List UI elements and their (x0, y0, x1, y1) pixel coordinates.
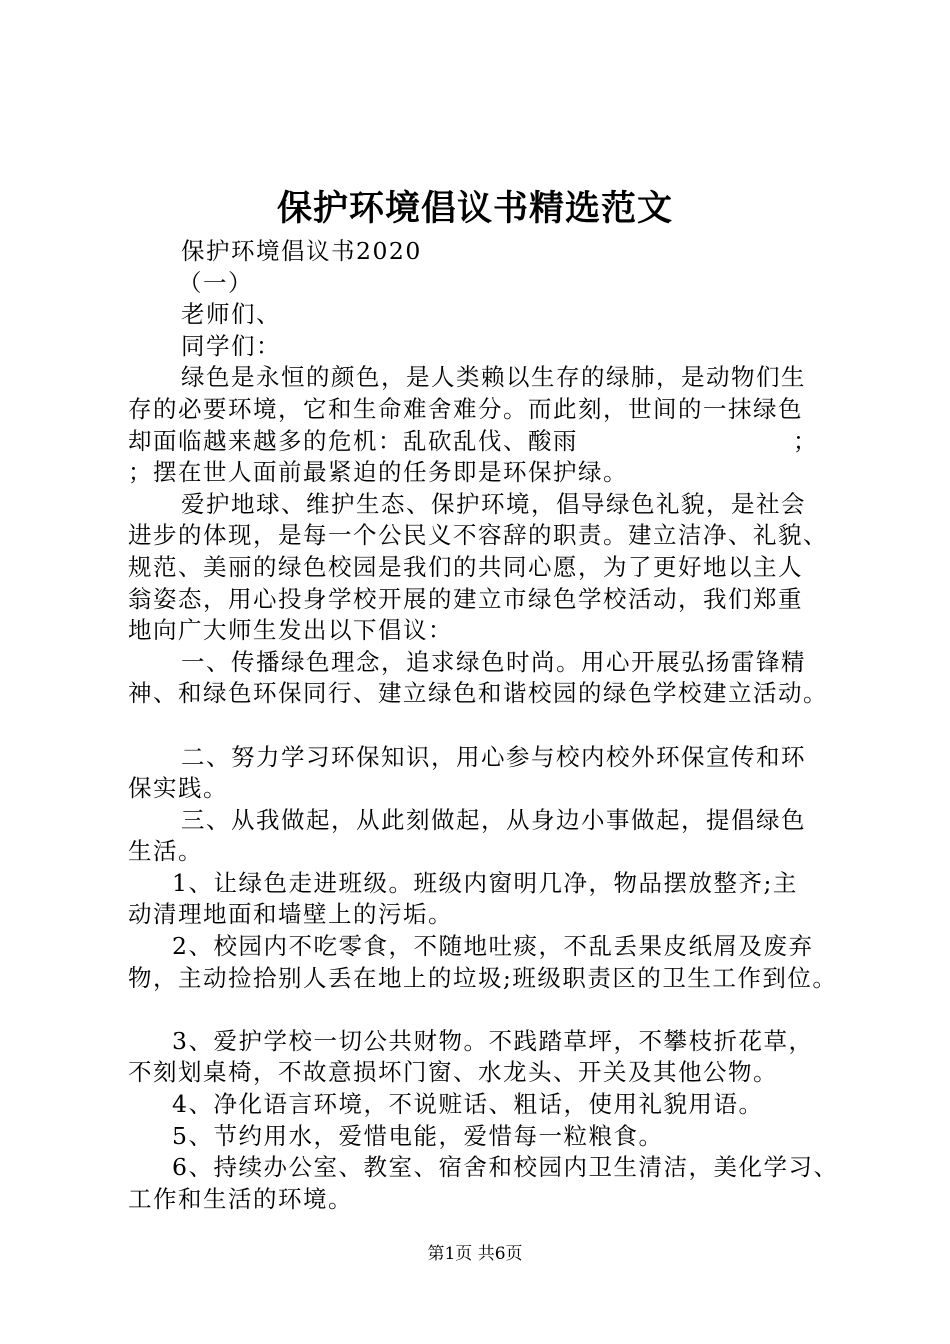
proposal-item: 三、从我做起，从此刻做起，从身边小事做起，提倡绿色 (181, 805, 806, 834)
paragraph-line: 进步的体现，是每一个公民义不容辞的职责。建立洁净、礼貌、 (128, 521, 828, 550)
paragraph-line: ；摆在世人面前最紧迫的任务即是环保护绿。 (128, 458, 628, 487)
list-item: 动清理地面和墙壁上的污垢。 (128, 900, 453, 929)
paragraph-line: 爱护地球、维护生态、保护环境，倡导绿色礼貌，是社会 (181, 489, 806, 518)
page-footer: 第1页 共6页 (427, 1244, 523, 1264)
proposal-item: 神、和绿色环保同行、建立绿色和谐校园的绿色学校建立活动。 (128, 679, 828, 708)
list-item: 6、持续办公室、教室、宿舍和校园内卫生清洁，美化学习、 (172, 1153, 839, 1182)
list-item: 物，主动捡拾别人丢在地上的垃圾;班级职责区的卫生工作到位。 (128, 963, 838, 992)
list-item: 不刻划桌椅，不故意损坏门窗、水龙头、开关及其他公物。 (128, 1058, 778, 1087)
list-item: 5、节约用水，爱惜电能，爱惜每一粒粮食。 (172, 1121, 664, 1150)
list-item: 工作和生活的环境。 (128, 1184, 353, 1213)
blank-line (128, 710, 852, 742)
list-item: 4、净化语言环境，不说赃话、粗话，使用礼貌用语。 (172, 1090, 764, 1119)
list-item: 2、校园内不吃零食，不随地吐痰，不乱丢果皮纸屑及废弃 (172, 932, 814, 961)
document-body (128, 236, 852, 1215)
section-number: （一） (178, 268, 253, 297)
proposal-item: 二、努力学习环保知识，用心参与校内校外环保宣传和环 (181, 742, 806, 771)
proposal-item: 一、传播绿色理念，追求绿色时尚。用心开展弘扬雷锋精 (181, 647, 806, 676)
proposal-item: 保实践。 (128, 774, 228, 803)
salutation-teachers: 老师们、 (181, 300, 281, 329)
list-item: 1、让绿色走进班级。班级内窗明几净，物品摆放整齐;主 (172, 868, 798, 897)
proposal-item: 生活。 (128, 837, 203, 866)
salutation-students: 同学们： (181, 331, 281, 360)
paragraph-line: 地向广大师生发出以下倡议： (128, 616, 453, 645)
document-title: 保护环境倡议书精选范文 (276, 188, 673, 229)
paragraph-line: 绿色是永恒的颜色，是人类赖以生存的绿肺，是动物们生 (181, 363, 806, 392)
paragraph-line: 规范、美丽的绿色校园是我们的共同心愿，为了更好地以主人 (128, 552, 803, 581)
subtitle-line: 保护环境倡议书2020 (181, 237, 422, 265)
blank-line (128, 994, 852, 1026)
paragraph-text: ； (793, 426, 818, 455)
paragraph-line: 翁姿态，用心投身学校开展的建立市绿色学校活动，我们郑重 (128, 584, 803, 613)
paragraph-line: 存的必要环境，它和生命难舍难分。而此刻，世间的一抹绿色 (128, 394, 803, 423)
paragraph-line (128, 426, 852, 458)
paragraph-text: 却面临越来越多的危机：乱砍乱伐、酸雨 (128, 426, 578, 455)
list-item: 3、爱护学校一切公共财物。不践踏草坪，不攀枝折花草， (172, 1026, 814, 1055)
